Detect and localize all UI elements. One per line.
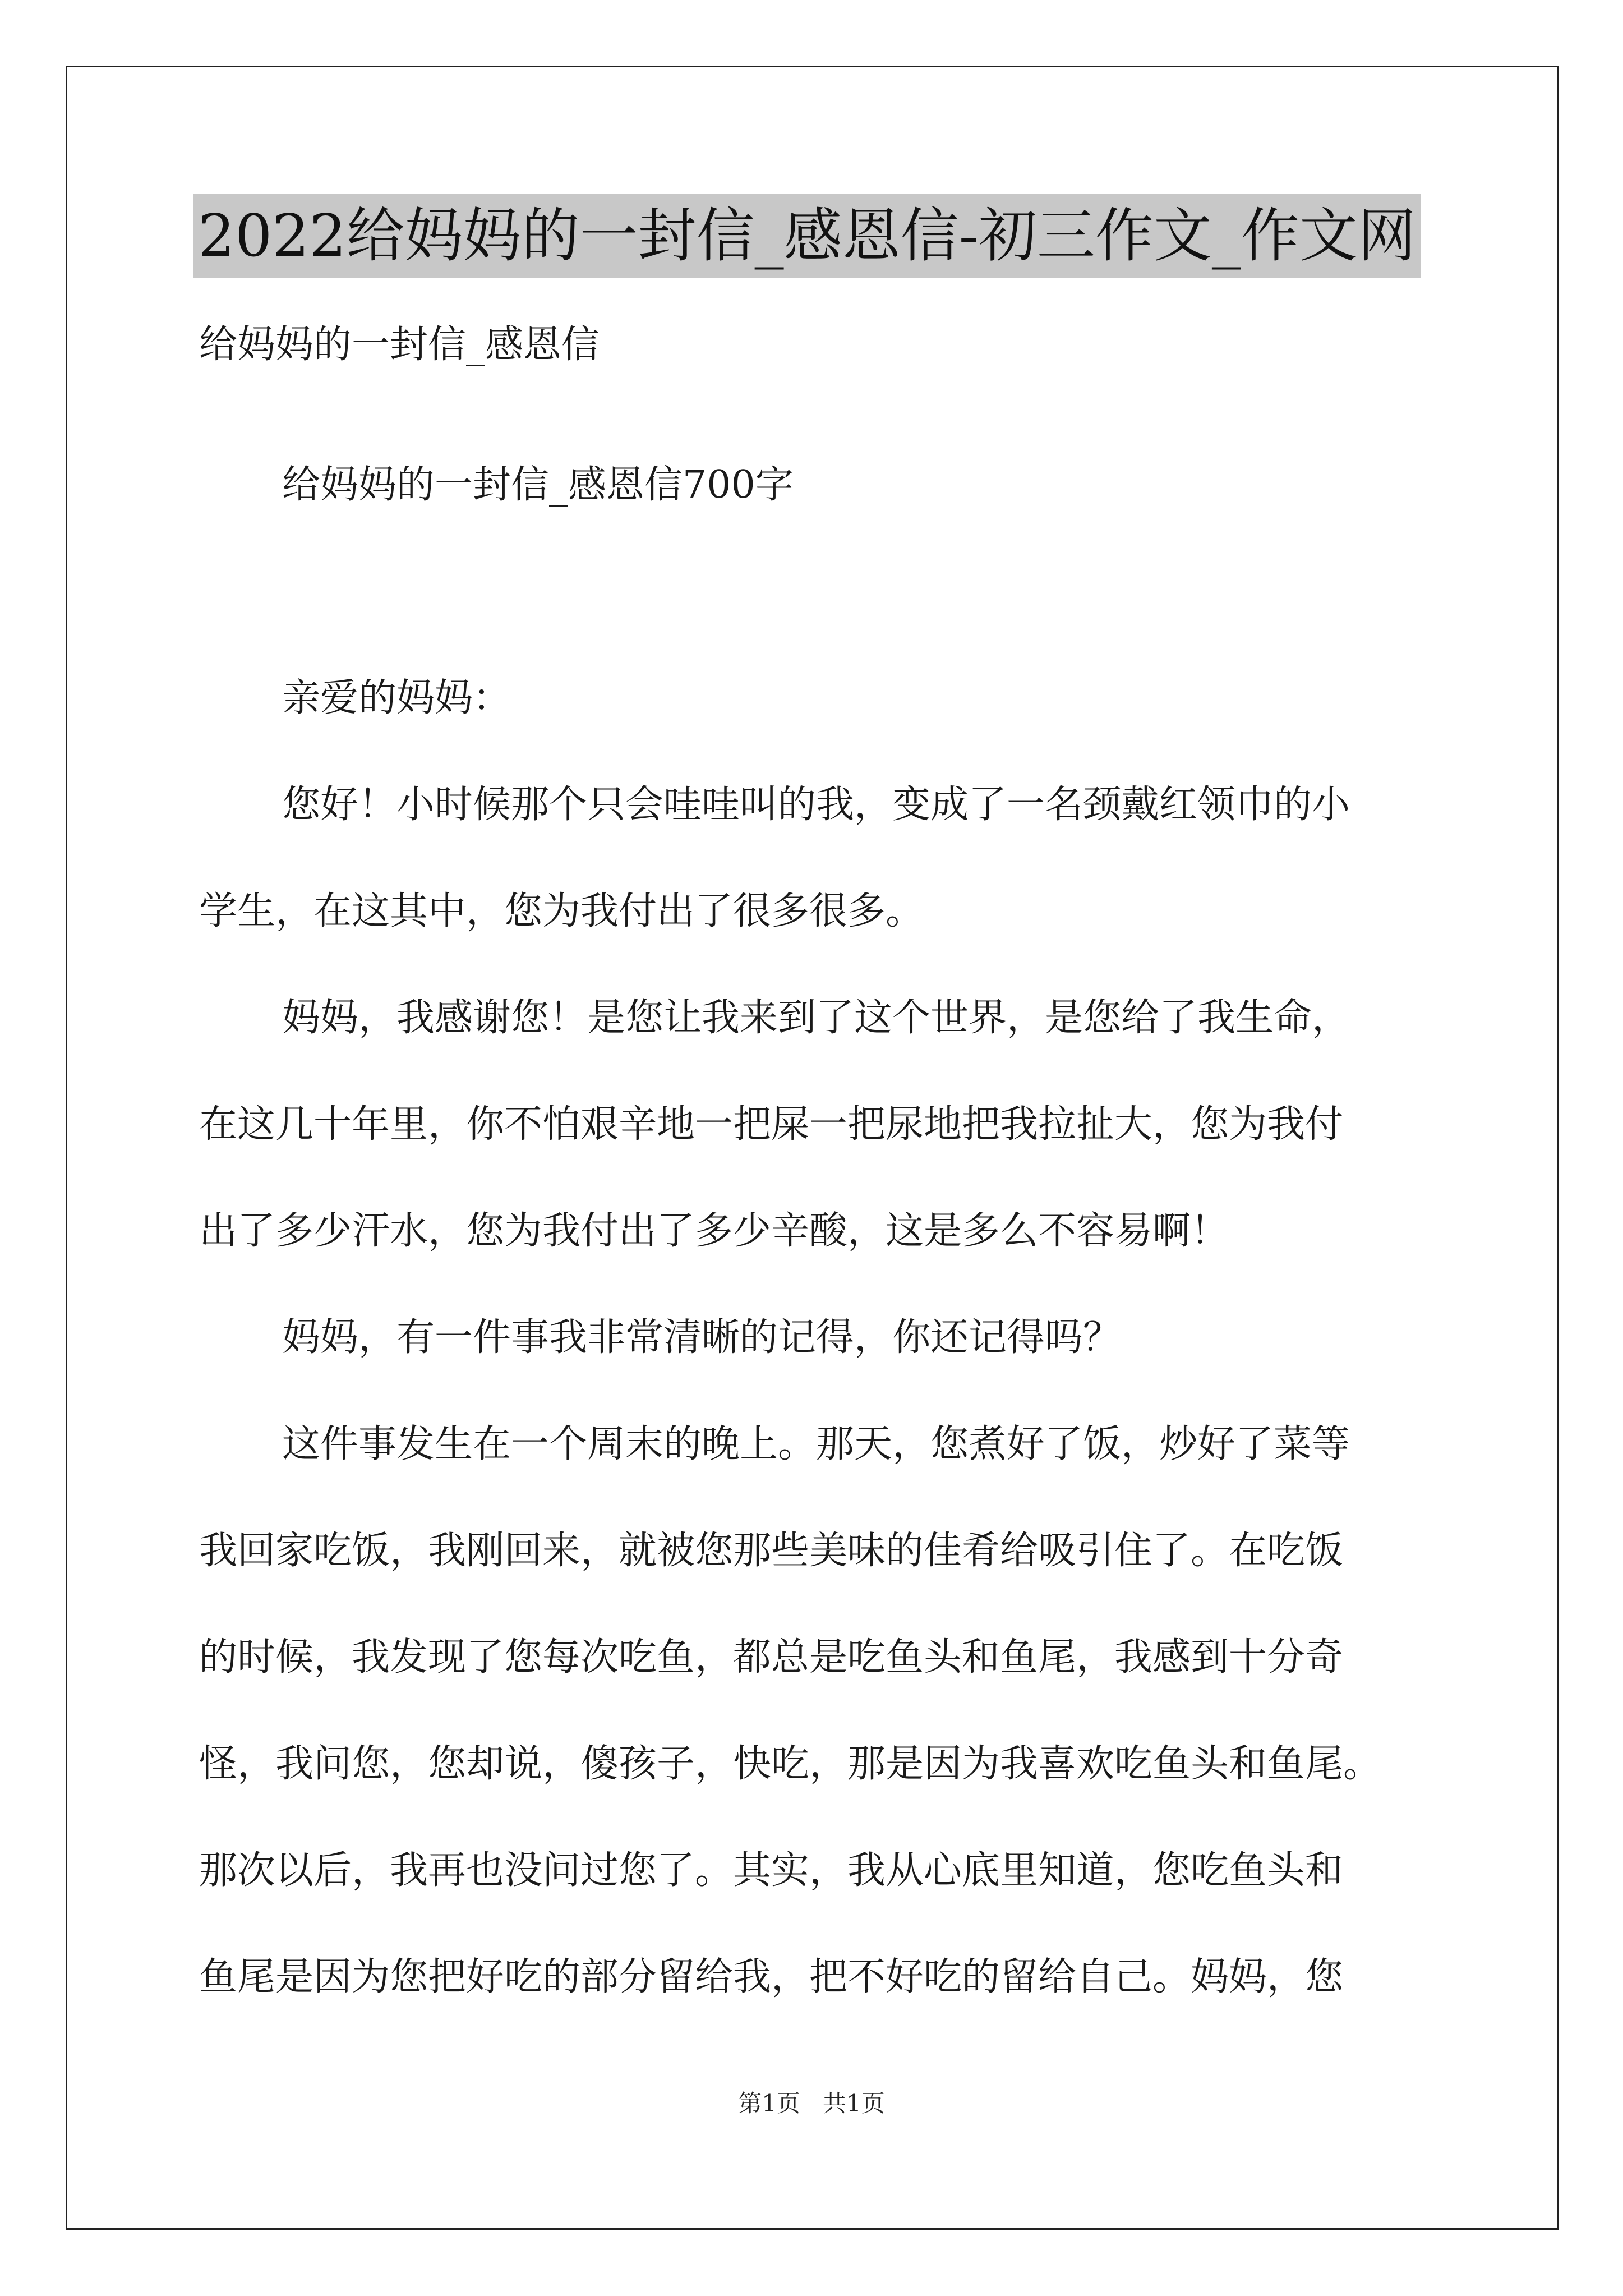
document-title: 2022给妈妈的一封信_感恩信-初三作文_作文网 xyxy=(193,194,1421,278)
body-line-3: 妈妈，我感谢您！是您让我来到了这个世界，是您给了我生命， xyxy=(282,996,1350,1040)
page-number: 第1页 共1页 xyxy=(738,2090,885,2117)
body-line-9: 的时候，我发现了您每次吃鱼，都总是吃鱼头和鱼尾，我感到十分奇 xyxy=(199,1635,1344,1680)
body-line-6: 妈妈，有一件事我非常清晰的记得，你还记得吗？ xyxy=(282,1315,1122,1360)
body-line-1: 您好！小时候那个只会哇哇叫的我，变成了一名颈戴红领巾的小 xyxy=(282,783,1350,827)
body-line-4: 在这几十年里，你不怕艰辛地一把屎一把尿地把我拉扯大，您为我付 xyxy=(199,1102,1344,1147)
body-line-5: 出了多少汗水，您为我付出了多少辛酸，这是多么不容易啊！ xyxy=(199,1209,1229,1253)
body-line-11: 那次以后，我再也没问过您了。其实，我从心底里知道，您吃鱼头和 xyxy=(199,1848,1344,1893)
letter-heading: 给妈妈的一封信_感恩信700字 xyxy=(282,463,794,507)
body-line-2: 学生，在这其中，您为我付出了很多很多。 xyxy=(199,889,924,933)
body-line-7: 这件事发生在一个周末的晚上。那天，您煮好了饭，炒好了菜等 xyxy=(282,1422,1350,1466)
body-line-8: 我回家吃饭，我刚回来，就被您那些美味的佳肴给吸引住了。在吃饭 xyxy=(199,1529,1344,1573)
document-subtitle: 给妈妈的一封信_感恩信 xyxy=(199,323,600,367)
letter-salutation: 亲爱的妈妈： xyxy=(282,676,511,720)
body-line-10: 怪，我问您，您却说，傻孩子，快吃，那是因为我喜欢吃鱼头和鱼尾。 xyxy=(199,1742,1382,1786)
body-line-12: 鱼尾是因为您把好吃的部分留给我，把不好吃的留给自己。妈妈，您 xyxy=(199,1955,1344,1999)
